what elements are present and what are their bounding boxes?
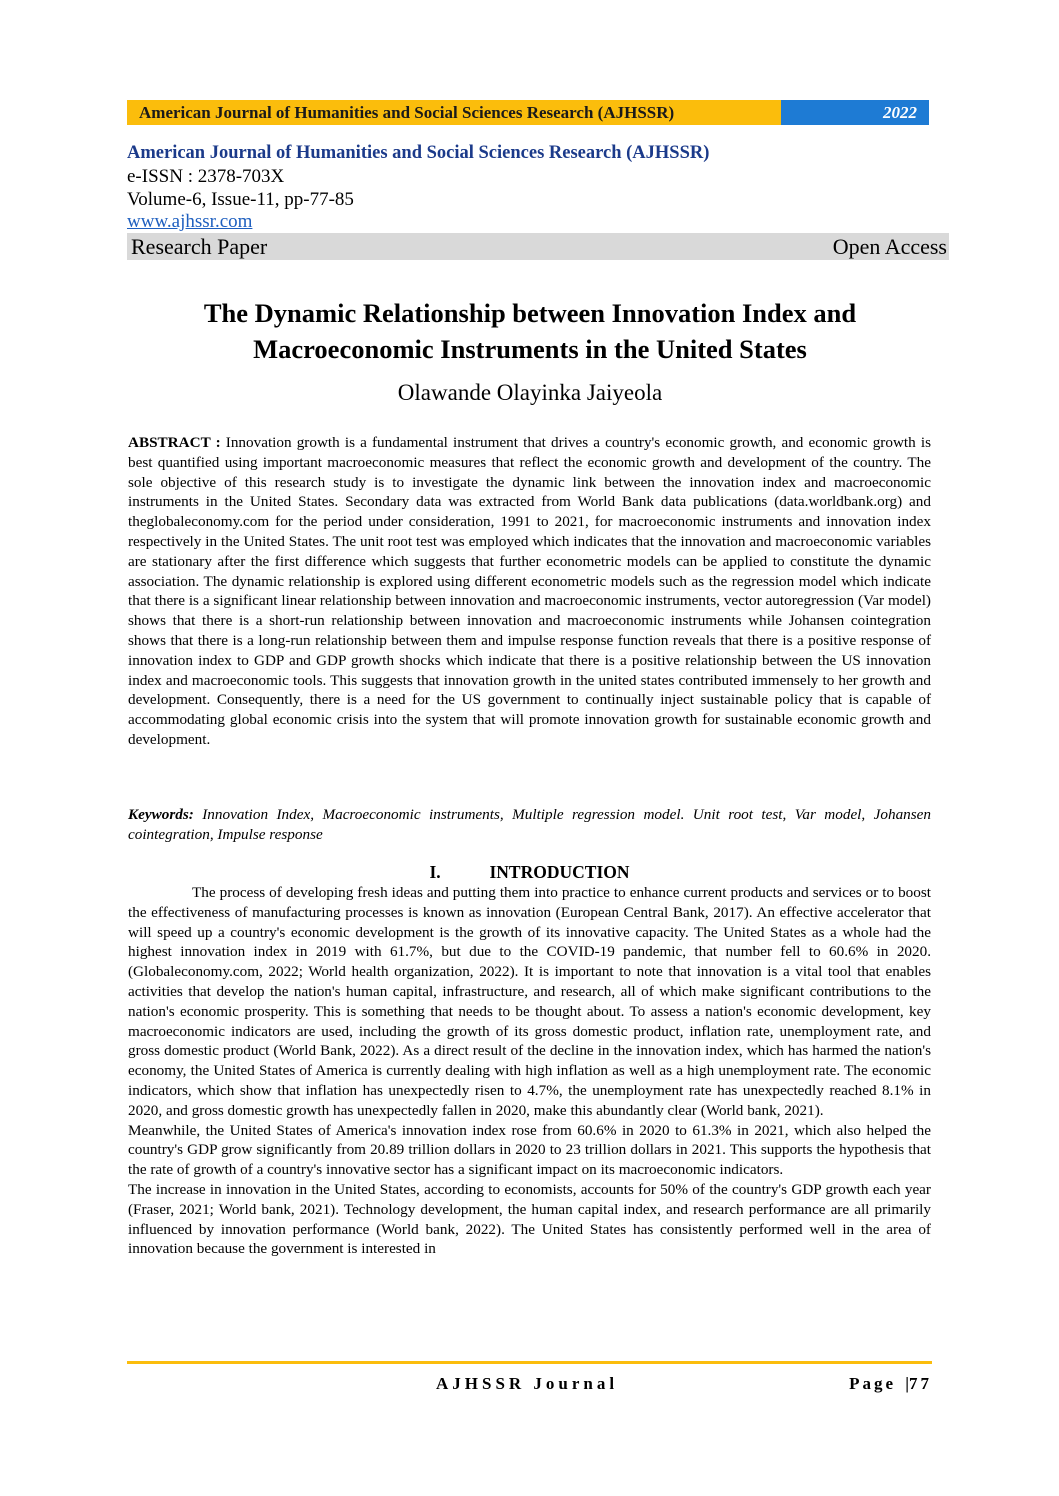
keywords-label: Keywords: [128,806,194,823]
running-header [127,100,929,125]
paragraph: The process of developing fresh ideas and putting them into practice to enhance current products and services or to boost the effectiveness of manufacturing processes is known as innovation (European Central Bank, 2017). An effective accelerator that will speed up a country's economic development is the growth of its innovative capacity. The United States as a whole had the highest innovation index in 2019 with 61.7%, but due to the COVID-19 pandemic, that number fell to 60.6% in 2020. (Globaleconomy.com, 2022; World health organization, 2022). It is important to note that innovation is a vital tool that enables activities that develop the nation's human capital, infrastructure, and research, all of which make significant contributions to the nation's economic prosperity. This is something that needs to be thought about. To assess a nation's economic development, key macroeconomic indicators are used, including the growth of its gross domestic product, inflation rate, unemployment rate, and gross domestic product (World Bank, 2022). As a direct result of the decline in the innovation index, which has harmed the nation's economy, the United States of America is currently dealing with high inflation as well as a high unemployment rate. The economic indicators, which show that inflation has unexpectedly risen to 4.7%, the unemployment rate has unexpectedly reached 8.1% in 2020, and gross domestic growth has unexpectedly fallen in 2020, make this abundantly clear (World bank, 2021). [128,884,931,1119]
paper-type-bar [127,233,949,260]
journal-info [127,142,947,260]
journal-issn: e-ISSN : 2378-703X [127,166,285,187]
paragraph: The increase in innovation in the United States, according to economists, accounts for 50% of the country's GDP growth each year (Fraser, 2021; World bank, 2021). Technology development, the human capital index, and research performance are all primarily influenced by innovation performance (World bank, 2022). The United States has consistently performed well in the area of innovation because the government is interested in [128,1180,931,1258]
open-access-label: Open Access [832,234,947,259]
running-header-year: 2022 [781,100,929,125]
journal-volume: Volume-6, Issue-11, pp-77-85 [127,189,354,210]
paragraph: Meanwhile, the United States of America's innovation index rose from 60.6% in 2020 to 61.3% in 2021, which also helped the country's GDP grow significantly from 20.89 trillion dollars in 2020 to 23 trillion dollars in 2021. This supports the hypothesis that the rate of growth of a country's innovative sector has a significant impact on its macroeconomic indicators. [128,1121,931,1179]
keywords-text: Innovation Index, Macroeconomic instruments, Multiple regression model. Unit root test, Var model, Johansen cointegration, Impulse response [128,806,931,843]
paper-title-line-2: Macroeconomic Instruments in the United States [253,334,807,364]
abstract [128,433,931,750]
section-title: INTRODUCTION [489,862,630,882]
footer-journal: AJHSSR Journal [436,1374,619,1393]
section-heading [128,861,931,883]
paper-type-label: Research Paper [131,234,268,259]
footer-page: Page |77 [849,1374,932,1393]
journal-title: American Journal of Humanities and Social Sciences Research (AJHSSR) [127,143,710,163]
section-number: I. [429,862,441,882]
running-header-journal: American Journal of Humanities and Social Sciences Research (AJHSSR) [127,100,781,125]
abstract-text: Innovation growth is a fundamental instrument that drives a country's economic growth, and economic growth is best quantified using important macroeconomic measures that reflect the economic growth and development of the country. The sole objective of this research study is to investigate the dynamic link between the innovation index and macroeconomic instruments in the United States. Secondary data was extracted from World Bank data publications (data.worldbank.org) and theglobaleconomy.com for the period under consideration, 1991 to 2021, for macroeconomic instruments and innovation index respectively in the United States. The unit root test was employed which indicates that the innovation and macroeconomic variables are stationary after the first difference which suggests that further econometric models can be applied to constitute the dynamic association. The dynamic relationship is explored using different econometric models such as the regression model which indicate that there is a significant linear relationship between innovation and macroeconomic instruments, vector autoregression (Var model) shows that there is a short-run relationship between innovation and macroeconomic instruments while Johansen cointegration shows that there is a long-run relationship between them and impulse response function reveals that there is a positive response of innovation index to GDP and GDP growth shocks which indicate that there is a positive relationship between the US innovation index and macroeconomic tools. This suggests that innovation growth in the united states contributed immensely to her growth and development. Consequently, there is a need for the US government to continually inject sustainable policy that is capable of accommodating global economic crisis into the system that will promote innovation growth for sustainable economic growth and development. [128,434,931,748]
keywords [128,805,931,845]
journal-url-link[interactable]: www.ajhssr.com [127,211,253,232]
footer-rule [127,1361,932,1364]
page-footer [127,1372,932,1396]
footer-page-number: 77 [909,1374,932,1393]
introduction-body [128,883,931,1259]
abstract-label: ABSTRACT : [128,434,221,451]
paper-author: Olawande Olayinka Jaiyeola [397,380,663,405]
footer-page-label: Page [849,1374,896,1393]
paper-title-line-1: The Dynamic Relationship between Innovation Index and [203,298,857,328]
paper-title [130,295,930,367]
